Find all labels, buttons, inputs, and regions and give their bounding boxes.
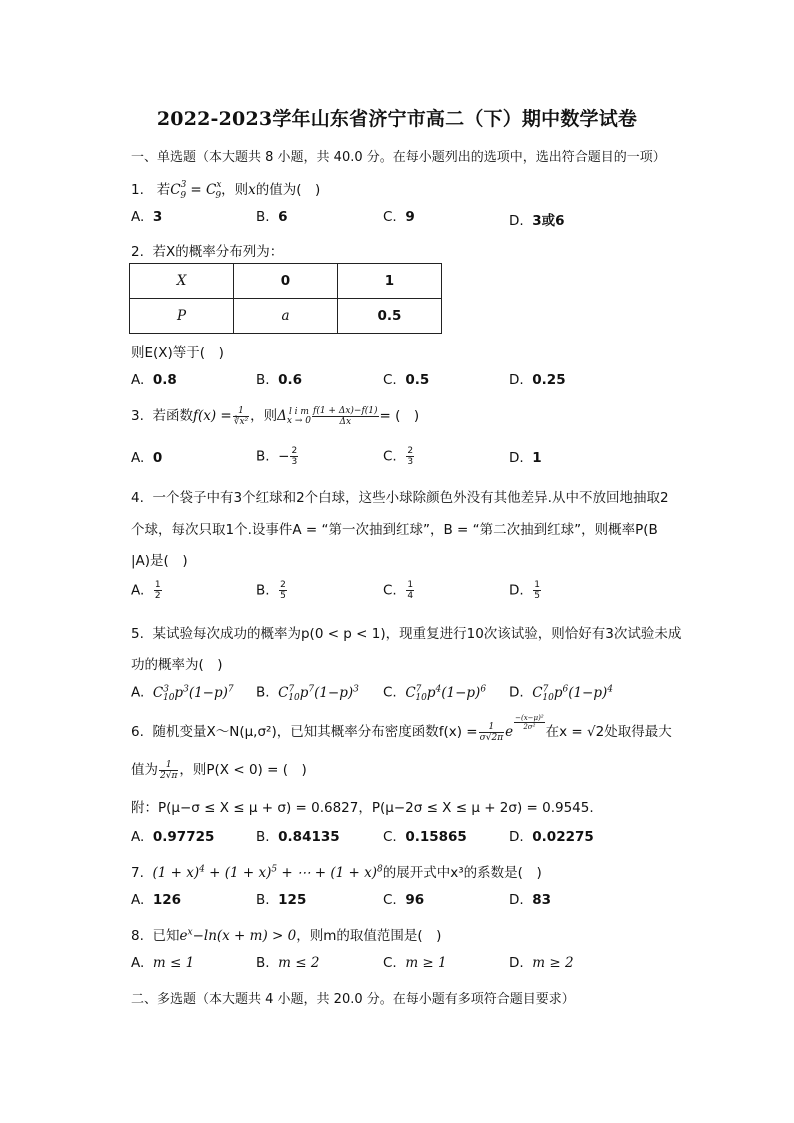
q4-option-b[interactable]: B. $\frac{2}{5}$ — [256, 580, 286, 601]
q6-appendix-note: 附：P(μ−σ ≤ X ≤ μ + σ) = 0.6827，P(μ−2σ ≤ X ≤ μ + 2σ) = 0.9545. — [131, 800, 594, 816]
q4-option-a[interactable]: A. $\frac{1}{2}$ — [131, 580, 161, 601]
q7-expression: $(1 + x)^4 + (1 + x)^5$ + ⋯ + $(1 + x)^8$ — [152, 864, 383, 881]
q8-option-c[interactable]: C. m ≥ 1 — [383, 955, 447, 971]
question-2: 2. 若X的概率分布列为： — [131, 244, 284, 260]
exam-title: 2022-2023学年山东省济宁市高二（下）期中数学试卷 — [156, 108, 638, 130]
question-4-line-1: 4. 一个袋子中有3个红球和2个白球，这些小球除颜色外没有其他差异.从中不放回地抽取2 — [131, 490, 669, 506]
table-row — [130, 264, 442, 299]
q1-option-a[interactable]: A. 3 — [131, 209, 163, 225]
q5-option-d[interactable]: D. $C^7_{10}p^6(1-p)^4$ — [509, 684, 614, 704]
question-8: 8. 已知$e^x-\ln(x + m) > 0$，则m的取值范围是( ) — [131, 927, 442, 944]
q2-option-d[interactable]: D. 0.25 — [509, 372, 566, 388]
q3-option-d[interactable]: D. 1 — [509, 450, 542, 466]
q1-option-d[interactable]: D. 3或6 — [509, 213, 565, 229]
question-5-line-2: 功的概率为( ) — [131, 657, 223, 673]
probability-distribution-table — [129, 263, 442, 334]
q7-option-a[interactable]: A. 126 — [131, 892, 182, 908]
q7-option-c[interactable]: C. 96 — [383, 892, 425, 908]
table-cell: P — [130, 299, 234, 334]
q4-option-c[interactable]: C. $\frac{1}{4}$ — [383, 580, 414, 601]
section-single-choice-header: 一、单选题（本大题共 8 小题，共 40.0 分。在每小题列出的选项中，选出符合题目的一项） — [131, 150, 666, 165]
q7-option-d[interactable]: D. 83 — [509, 892, 552, 908]
q5-option-c[interactable]: C. $C^7_{10}p^4(1-p)^6$ — [383, 684, 487, 704]
q2-option-a[interactable]: A. 0.8 — [131, 372, 177, 388]
q5-option-a[interactable]: A. $C^3_{10}p^3(1-p)^7$ — [131, 684, 234, 704]
q6-option-c[interactable]: C. 0.15865 — [383, 829, 467, 845]
q5-option-b[interactable]: B. $C^7_{10}p^7(1-p)^3$ — [256, 684, 359, 704]
q2-followup: 则E(X)等于( ) — [131, 345, 224, 361]
question-6-line-1: 6. 随机变量X～N(μ,σ²)，已知其概率分布密度函数f(x) = $\frac{1}{\sigma√2\pi}$ e $^{\frac{\text{−(x−μ)²}}{\text{2σ²}}}$ 在x = √2处取得最大 — [131, 714, 672, 743]
q3-limit: Δ l i m x → 0 $\frac{f(1 + \Delta x)-f(1)}{\Delta x}$ — [277, 406, 378, 427]
table-cell: 0.5 — [338, 299, 442, 334]
q8-option-b[interactable]: B. m ≤ 2 — [256, 955, 320, 971]
q3-option-b[interactable]: B. − $\frac{2}{3}$ — [256, 446, 298, 467]
q3-function: f(x) = $\frac{1}{\text{∛x²}}$ — [192, 406, 249, 427]
q2-option-c[interactable]: C. 0.5 — [383, 372, 430, 388]
question-7: 7. $(1 + x)^4 + (1 + x)^5$ + ⋯ + $(1 + x)^8$的展开式中x³的系数是( ) — [131, 864, 542, 881]
table-cell: a — [234, 299, 338, 334]
q6-option-d[interactable]: D. 0.02275 — [509, 829, 594, 845]
q2-option-b[interactable]: B. 0.6 — [256, 372, 303, 388]
q1-option-c[interactable]: C. 9 — [383, 209, 415, 225]
table-cell: 1 — [338, 264, 442, 299]
q8-option-a[interactable]: A. m ≤ 1 — [131, 955, 195, 971]
q1-option-b[interactable]: B. 6 — [256, 209, 288, 225]
q6-option-a[interactable]: A. 0.97725 — [131, 829, 215, 845]
q3-option-c[interactable]: C. $\frac{2}{3}$ — [383, 446, 414, 467]
question-1: 1. 若$C^3_9 = C^x_9$，则x的值为( ) — [131, 179, 321, 201]
q8-option-d[interactable]: D. m ≥ 2 — [509, 955, 574, 971]
q8-inequality: $e^x-\ln(x + m) > 0$ — [179, 927, 297, 944]
table-cell: 0 — [234, 264, 338, 299]
table-row — [130, 299, 442, 334]
q6-option-b[interactable]: B. 0.84135 — [256, 829, 340, 845]
q1-equation: $C^3_9 = C^x_9$ — [170, 179, 222, 201]
question-5-line-1: 5. 某试验每次成功的概率为p(0 < p < 1)，现重复进行10次该试验，则恰好有3次试验未成 — [131, 626, 682, 642]
section-multiple-choice-header: 二、多选题（本大题共 4 小题，共 20.0 分。在每小题有多项符合题目要求） — [131, 992, 575, 1007]
question-4-line-2: 个球，每次只取1个.设事件A = “第一次抽到红球”，B = “第二次抽到红球”，则概率P(B — [131, 522, 658, 538]
q7-option-b[interactable]: B. 125 — [256, 892, 307, 908]
q4-option-d[interactable]: D. $\frac{1}{5}$ — [509, 580, 541, 601]
question-4-line-3: |A)是( ) — [131, 553, 188, 569]
q3-option-a[interactable]: A. 0 — [131, 450, 163, 466]
table-cell: X — [130, 264, 234, 299]
question-6-line-2: 值为 $\frac{1}{2√\pi}$ ，则P(X < 0) = ( ) — [131, 759, 307, 781]
question-3: 3. 若函数f(x) = $\frac{1}{\text{∛x²}}$ ，则Δ l i m x → 0 $\frac{f(1 + \Delta x)-f(1)}{\Delta x}$ = ( ) — [131, 406, 420, 427]
